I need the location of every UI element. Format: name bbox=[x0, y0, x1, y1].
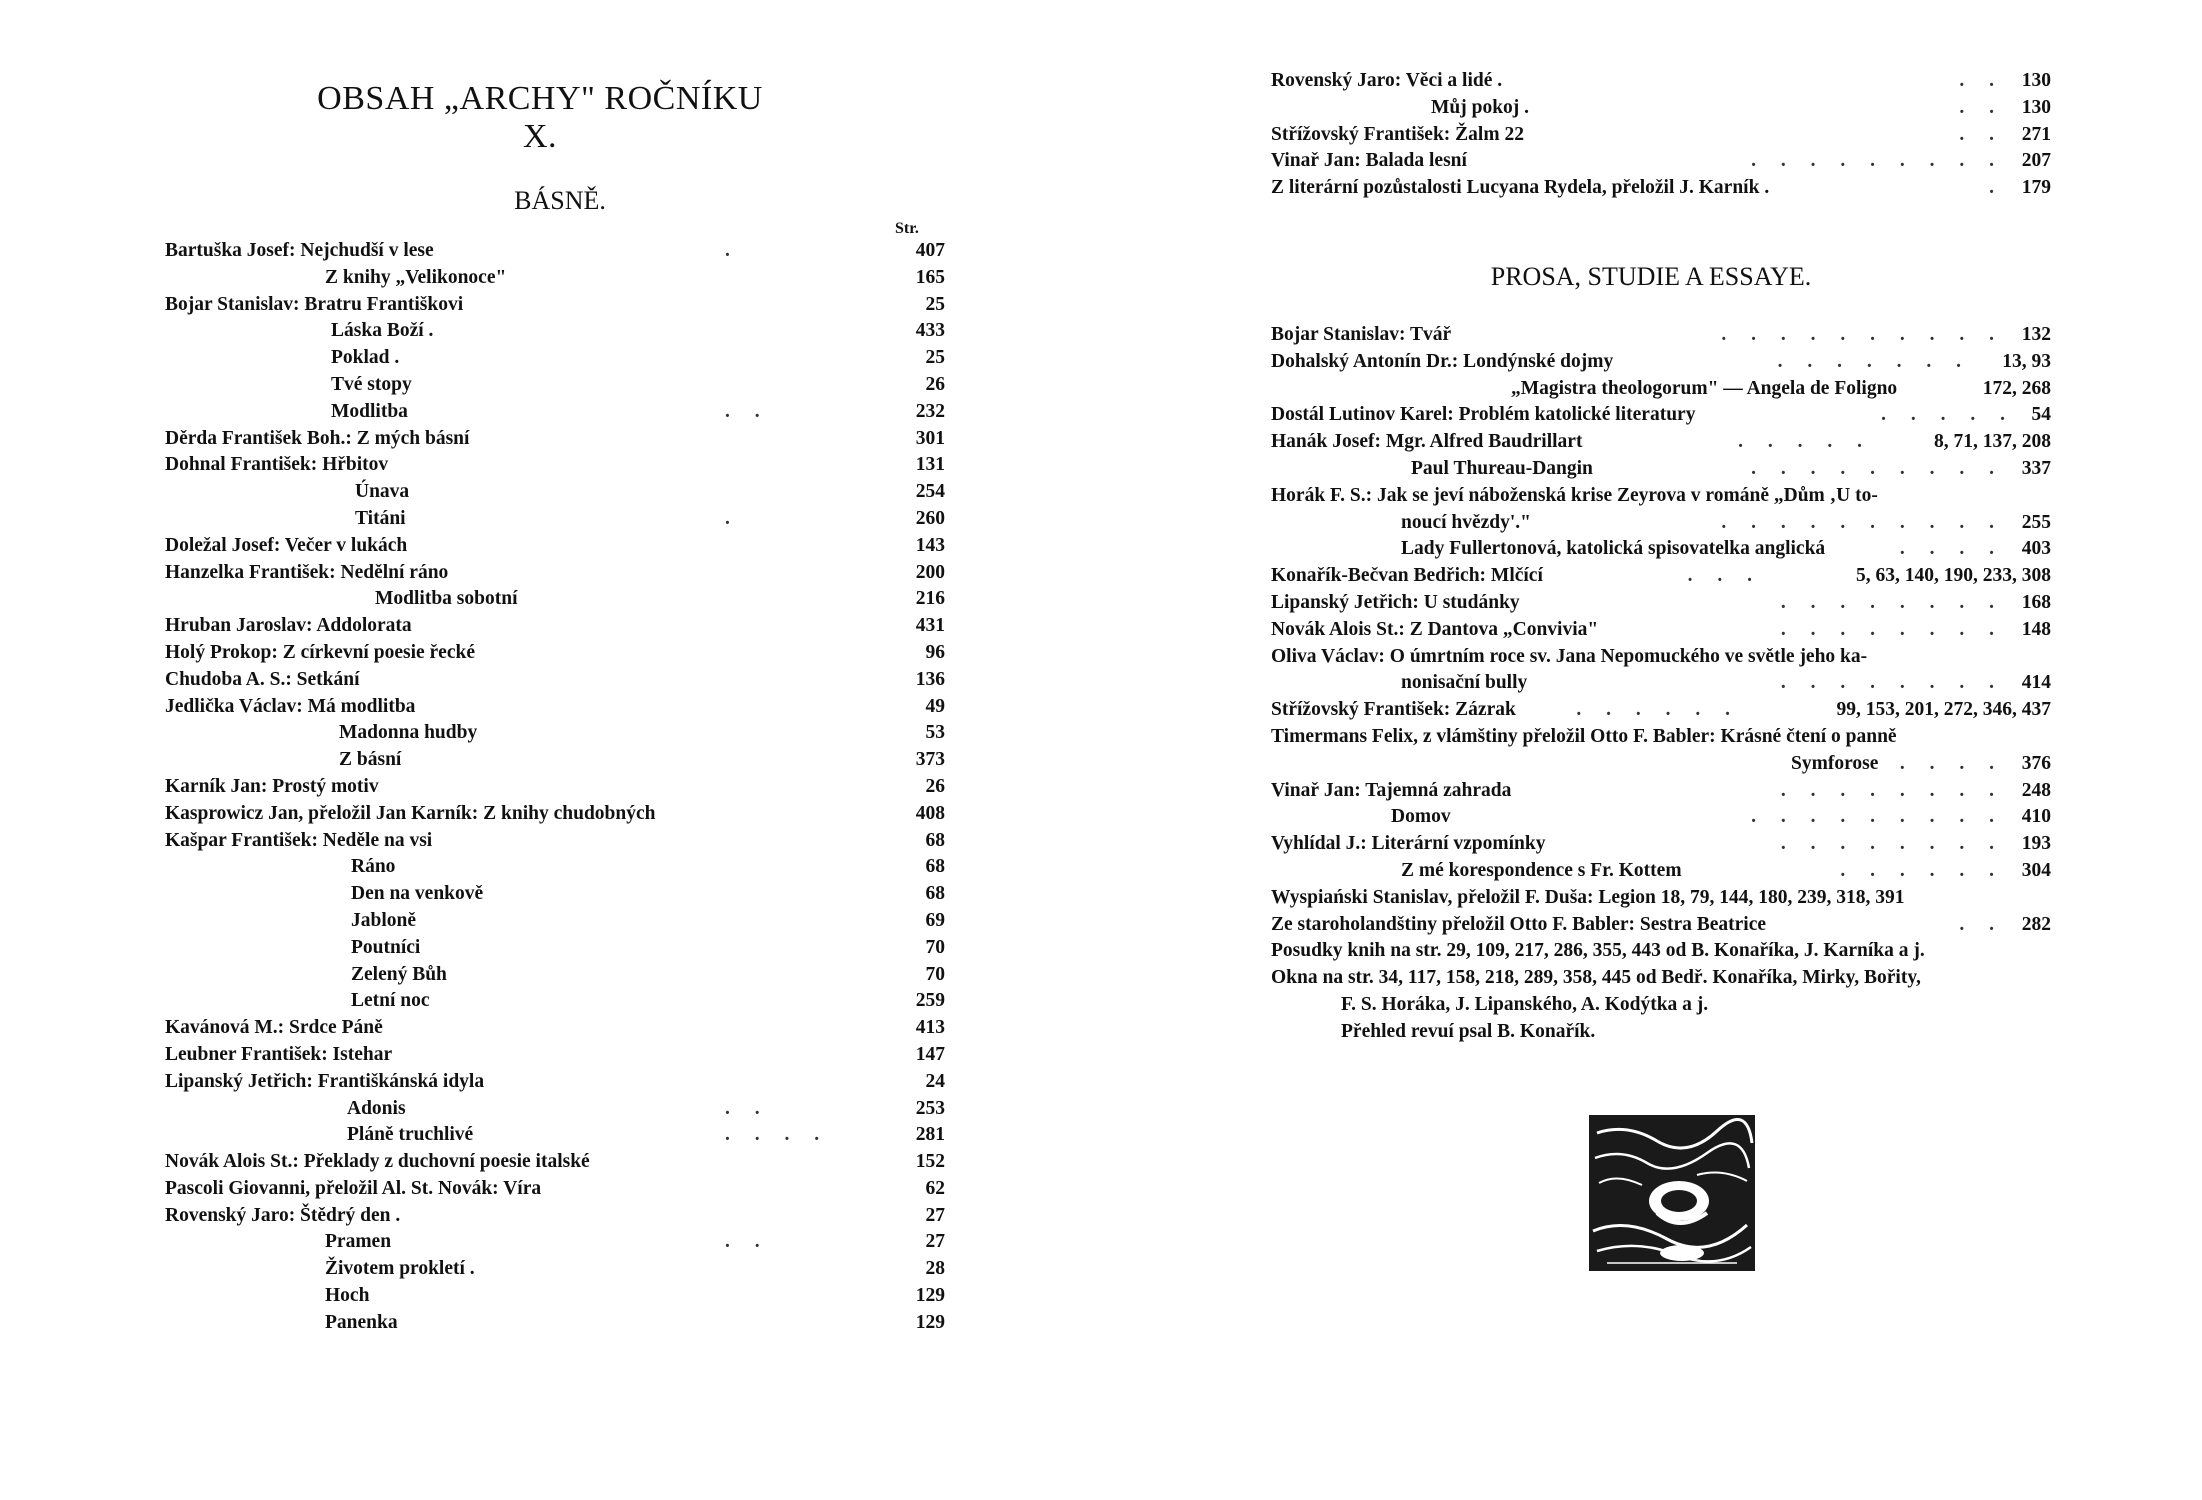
toc-entry-title: Domov bbox=[1391, 806, 1451, 828]
toc-entry-page: 27 bbox=[925, 1204, 945, 1226]
toc-entry-page: 172, 268 bbox=[1982, 377, 2051, 399]
toc-entry-title: Posudky knih na str. 29, 109, 217, 286, 355, 443 od B. Konaříka, J. Karníka a j. bbox=[1271, 940, 1925, 962]
toc-entry bbox=[1271, 885, 2051, 912]
toc-entry bbox=[1271, 536, 2051, 563]
toc-entry-title: Modlitba bbox=[331, 400, 408, 422]
toc-entry-title: Pramen bbox=[325, 1231, 392, 1253]
toc-entry bbox=[1271, 912, 2051, 939]
toc-entry-title: Vinař Jan: Balada lesní bbox=[1271, 150, 1467, 172]
toc-entry-page: 255 bbox=[2021, 511, 2051, 533]
toc-leader-dots: . . . . . bbox=[1738, 431, 1872, 453]
toc-entry-title: Tvé stopy bbox=[331, 373, 412, 395]
toc-entry-page: 53 bbox=[925, 722, 945, 744]
toc-entry-page: 281 bbox=[915, 1124, 945, 1146]
page-column-label: Str. bbox=[895, 220, 919, 237]
toc-entry-page: 70 bbox=[925, 963, 945, 985]
toc-leader-dots: . . . . . . bbox=[1840, 859, 2004, 881]
toc-entry bbox=[165, 1096, 945, 1123]
right-page bbox=[1101, 0, 2202, 1500]
toc-entry bbox=[165, 426, 945, 453]
toc-leader-dots: . bbox=[1989, 177, 2004, 199]
toc-entry-title: Bartuška Josef: Nejchudší v lese bbox=[165, 240, 434, 261]
toc-entry bbox=[1271, 376, 2051, 403]
toc-entry-title: Ráno bbox=[351, 856, 396, 878]
toc-entry-title: Bojar Stanislav: Bratru Františkovi bbox=[165, 293, 464, 315]
toc-leader-dots: . bbox=[725, 240, 740, 261]
toc-entry-page: 248 bbox=[2021, 779, 2051, 801]
toc-entry-title: Hruban Jaroslav: Addolorata bbox=[165, 615, 412, 637]
toc-entry bbox=[165, 1149, 945, 1176]
toc-leader-dots: . . . . . . . . . bbox=[1751, 150, 2004, 172]
toc-entry-title: Hoch bbox=[325, 1285, 370, 1307]
toc-entry bbox=[165, 908, 945, 935]
toc-entry bbox=[165, 640, 945, 667]
toc-entry-title: Jabloně bbox=[351, 909, 417, 931]
toc-entry bbox=[165, 1203, 945, 1230]
toc-entry-title: Paul Thureau-Dangin bbox=[1411, 457, 1593, 479]
toc-entry bbox=[165, 828, 945, 855]
toc-entry-page: 301 bbox=[915, 427, 945, 449]
toc-entry-page: 410 bbox=[2021, 806, 2051, 828]
toc-entry bbox=[1271, 778, 2051, 805]
toc-entry bbox=[165, 1229, 945, 1256]
toc-entry-title: Dohalský Antonín Dr.: Londýnské dojmy bbox=[1271, 350, 1614, 372]
toc-entry-title: Lady Fullertonová, katolická spisovatelka anglická bbox=[1401, 538, 1826, 560]
toc-entry-title: Rovenský Jaro: Štědrý den . bbox=[165, 1204, 401, 1226]
toc-entry bbox=[1271, 965, 2051, 992]
toc-entry-page: 216 bbox=[915, 588, 945, 610]
toc-entry-page: 200 bbox=[915, 561, 945, 583]
toc-entry bbox=[165, 667, 945, 694]
toc-entry bbox=[165, 560, 945, 587]
toc-entry-page: 132 bbox=[2021, 324, 2051, 345]
section-title-prosa: PROSA, STUDIE A ESSAYE. bbox=[1490, 262, 1812, 291]
toc-entry-page: 129 bbox=[915, 1285, 945, 1307]
toc-entry-title: Modlitba sobotní bbox=[375, 588, 518, 610]
poems-list bbox=[165, 238, 945, 1337]
toc-entry bbox=[165, 962, 945, 989]
toc-entry-page: 260 bbox=[915, 507, 945, 529]
toc-entry-title: Životem prokletí . bbox=[325, 1258, 475, 1280]
toc-entry-title: Dohnal František: Hřbitov bbox=[165, 454, 389, 476]
toc-leader-dots: . . . . . . . . . bbox=[1751, 457, 2004, 479]
toc-entry-title: Přehled revuí psal B. Konařík. bbox=[1341, 1020, 1596, 1042]
toc-entry-page: 5, 63, 140, 190, 233, 308 bbox=[1856, 565, 2051, 587]
toc-entry bbox=[165, 1256, 945, 1283]
toc-entry-page: 27 bbox=[925, 1231, 945, 1253]
toc-entry bbox=[1271, 858, 2051, 885]
toc-entry-title: Madonna hudby bbox=[339, 722, 478, 744]
toc-entry-title: Z básní bbox=[339, 749, 402, 771]
toc-leader-dots: . . . . bbox=[725, 1124, 830, 1146]
toc-entry-title: Únava bbox=[355, 481, 410, 503]
toc-entry-page: 147 bbox=[915, 1043, 945, 1065]
toc-entry-title: Bojar Stanislav: Tvář bbox=[1271, 324, 1452, 345]
toc-entry-page: 408 bbox=[915, 802, 945, 824]
toc-entry-page: 254 bbox=[915, 481, 945, 503]
toc-entry bbox=[165, 774, 945, 801]
toc-entry bbox=[1271, 617, 2051, 644]
toc-entry bbox=[1271, 349, 2051, 376]
toc-leader-dots: . . . . . . . . bbox=[1780, 591, 2004, 613]
toc-entry bbox=[1271, 68, 2051, 95]
toc-entry-title: Adonis bbox=[347, 1097, 406, 1119]
toc-entry-title: Z knihy „Velikonoce" bbox=[325, 266, 507, 288]
toc-entry-page: 193 bbox=[2021, 833, 2051, 855]
toc-leader-dots: . . . . . . . . bbox=[1780, 672, 2004, 694]
toc-entry bbox=[165, 238, 945, 265]
toc-entry-page: 168 bbox=[2021, 591, 2051, 613]
toc-entry-title: Hanák Josef: Mgr. Alfred Baudrillart bbox=[1271, 431, 1583, 453]
toc-entry-title: Lipanský Jetřich: Františkánská idyla bbox=[165, 1070, 485, 1092]
toc-entry-title: Z literární pozůstalosti Lucyana Rydela, přeložil J. Karník . bbox=[1271, 177, 1770, 199]
toc-entry-title: Den na venkově bbox=[351, 883, 484, 905]
toc-leader-dots: . . . bbox=[1687, 565, 1762, 587]
toc-leader-dots: . . . . . . . bbox=[1777, 350, 1971, 372]
toc-leader-dots: . . bbox=[1959, 70, 2004, 91]
toc-entry-title: Symforose bbox=[1791, 752, 1879, 774]
toc-entry-title: F. S. Horáka, J. Lipanského, A. Kodýtka a j. bbox=[1341, 993, 1709, 1015]
toc-entry bbox=[1271, 938, 2051, 965]
toc-leader-dots: . . . . . . . . . . bbox=[1721, 324, 2004, 345]
toc-entry bbox=[1271, 402, 2051, 429]
toc-entry-title: Lipanský Jetřich: U studánky bbox=[1271, 591, 1520, 613]
toc-entry bbox=[165, 1015, 945, 1042]
prose-list bbox=[1271, 322, 2051, 1046]
toc-entry-page: 129 bbox=[915, 1311, 945, 1333]
toc-entry bbox=[165, 1042, 945, 1069]
toc-entry-page: 232 bbox=[915, 400, 945, 422]
toc-entry bbox=[165, 881, 945, 908]
toc-entry-title: Poklad . bbox=[331, 347, 400, 369]
toc-entry bbox=[1271, 590, 2051, 617]
toc-entry bbox=[165, 1069, 945, 1096]
toc-entry-page: 25 bbox=[925, 293, 945, 315]
toc-entry-title: Láska Boží . bbox=[331, 320, 434, 342]
toc-entry-title: Vyhlídal J.: Literární vzpomínky bbox=[1271, 833, 1546, 855]
toc-entry-title: Letní noc bbox=[351, 990, 430, 1012]
toc-entry-page: 70 bbox=[925, 936, 945, 958]
toc-entry bbox=[165, 720, 945, 747]
toc-entry-title: Hanzelka František: Nedělní ráno bbox=[165, 561, 449, 583]
toc-entry-page: 253 bbox=[915, 1097, 945, 1119]
toc-entry bbox=[165, 935, 945, 962]
toc-entry-title: Wyspiański Stanislav, přeložil F. Duša: Legion 18, 79, 144, 180, 239, 318, 391 bbox=[1271, 886, 1905, 908]
toc-entry bbox=[165, 586, 945, 613]
toc-entry bbox=[165, 1283, 945, 1310]
toc-entry-title: Z mé korespondence s Fr. Kottem bbox=[1401, 859, 1682, 881]
toc-entry bbox=[165, 988, 945, 1015]
toc-entry-title: Kasprowicz Jan, přeložil Jan Karník: Z knihy chudobných bbox=[165, 802, 656, 824]
toc-entry-title: Oliva Václav: O úmrtním roce sv. Jana Nepomuckého ve světle jeho ka- bbox=[1271, 645, 1868, 667]
poems-list-continued bbox=[1271, 68, 2051, 202]
toc-entry-page: 304 bbox=[2021, 859, 2051, 881]
toc-entry-title: Kavánová M.: Srdce Páně bbox=[165, 1017, 383, 1039]
toc-entry-page: 130 bbox=[2021, 70, 2051, 91]
toc-entry-page: 179 bbox=[2021, 177, 2051, 199]
toc-entry-title: Dostál Lutinov Karel: Problém katolické literatury bbox=[1271, 404, 1696, 426]
toc-entry-title: noucí hvězdy'." bbox=[1401, 511, 1532, 533]
toc-entry-title: Střížovský František: Žalm 22 bbox=[1271, 123, 1524, 145]
toc-entry bbox=[1271, 483, 2051, 510]
toc-entry bbox=[1271, 122, 2051, 149]
toc-entry-page: 131 bbox=[915, 454, 945, 476]
toc-leader-dots: . . bbox=[725, 400, 770, 422]
toc-entry bbox=[165, 801, 945, 828]
toc-entry-title: Střížovský František: Zázrak bbox=[1271, 699, 1516, 721]
toc-entry-title: Karník Jan: Prostý motiv bbox=[165, 775, 379, 797]
toc-entry-page: 96 bbox=[925, 641, 945, 663]
toc-entry-page: 414 bbox=[2021, 672, 2051, 694]
section-title-basne: BÁSNĚ. bbox=[514, 186, 606, 215]
toc-entry-page: 24 bbox=[925, 1070, 945, 1092]
toc-entry bbox=[1271, 670, 2051, 697]
toc-leader-dots: . . bbox=[725, 1097, 770, 1119]
toc-entry-title: Pláně truchlivé bbox=[347, 1124, 474, 1146]
toc-entry-page: 433 bbox=[915, 320, 945, 342]
toc-entry-title: Ze staroholandštiny přeložil Otto F. Babler: Sestra Beatrice bbox=[1271, 913, 1767, 935]
toc-entry-title: Konařík-Bečvan Bedřich: Mlčící bbox=[1271, 565, 1543, 587]
toc-entry-page: 373 bbox=[915, 749, 945, 771]
toc-entry bbox=[1271, 644, 2051, 671]
toc-entry-page: 26 bbox=[925, 775, 945, 797]
toc-entry-title: Holý Prokop: Z církevní poesie řecké bbox=[165, 641, 475, 663]
toc-entry bbox=[165, 345, 945, 372]
toc-leader-dots: . . . . . . . . . . bbox=[1721, 511, 2004, 533]
toc-entry-page: 165 bbox=[915, 266, 945, 288]
toc-entry bbox=[1271, 148, 2051, 175]
toc-entry bbox=[1271, 697, 2051, 724]
toc-entry-title: nonisační bully bbox=[1401, 672, 1528, 694]
toc-entry-title: Kašpar František: Neděle na vsi bbox=[165, 829, 433, 851]
toc-entry-page: 207 bbox=[2021, 150, 2051, 172]
toc-entry bbox=[165, 399, 945, 426]
toc-entry bbox=[165, 1122, 945, 1149]
toc-entry bbox=[1271, 804, 2051, 831]
toc-entry-page: 143 bbox=[915, 534, 945, 556]
toc-entry-title: Zelený Bůh bbox=[351, 963, 447, 985]
toc-entry bbox=[1271, 831, 2051, 858]
toc-leader-dots: . . bbox=[1959, 123, 2004, 145]
toc-entry-page: 130 bbox=[2021, 96, 2051, 118]
woodcut-illustration-icon bbox=[1587, 1113, 1757, 1273]
toc-entry-title: Okna na str. 34, 117, 158, 218, 289, 358, 445 od Bedř. Konaříka, Mirky, Bořity, bbox=[1271, 967, 1921, 989]
toc-entry-page: 68 bbox=[925, 856, 945, 878]
toc-entry bbox=[1271, 456, 2051, 483]
toc-entry-page: 282 bbox=[2021, 913, 2051, 935]
toc-entry bbox=[165, 452, 945, 479]
toc-entry bbox=[165, 1310, 945, 1337]
toc-leader-dots: . . bbox=[1959, 96, 2004, 118]
toc-entry-page: 259 bbox=[915, 990, 945, 1012]
toc-entry bbox=[165, 506, 945, 533]
toc-entry bbox=[165, 479, 945, 506]
toc-entry-title: Poutníci bbox=[351, 936, 421, 958]
toc-leader-dots: . . . . bbox=[1899, 538, 2004, 560]
toc-entry bbox=[165, 372, 945, 399]
toc-entry-page: 337 bbox=[2021, 457, 2051, 479]
toc-entry bbox=[165, 1176, 945, 1203]
toc-entry-title: Můj pokoj . bbox=[1431, 96, 1530, 118]
toc-entry-title: „Magistra theologorum" — Angela de Foligno bbox=[1511, 377, 1898, 399]
toc-entry bbox=[1271, 510, 2051, 537]
toc-entry bbox=[1271, 751, 2051, 778]
toc-entry-page: 28 bbox=[925, 1258, 945, 1280]
page-title: OBSAH „ARCHY" ROČNÍKU X. bbox=[317, 80, 763, 155]
toc-entry-page: 152 bbox=[915, 1151, 945, 1173]
toc-entry-page: 8, 71, 137, 208 bbox=[1934, 431, 2051, 453]
toc-entry bbox=[1271, 563, 2051, 590]
toc-entry-title: Panenka bbox=[325, 1311, 398, 1333]
toc-entry-title: Horák F. S.: Jak se jeví náboženská krise Zeyrova v románě „Dům ‚U to- bbox=[1271, 484, 1878, 506]
toc-entry-page: 413 bbox=[915, 1017, 945, 1039]
toc-entry bbox=[165, 533, 945, 560]
toc-entry bbox=[1271, 95, 2051, 122]
toc-entry bbox=[1271, 724, 2051, 751]
toc-entry-title: Leubner František: Istehar bbox=[165, 1043, 393, 1065]
toc-entry-page: 54 bbox=[2031, 404, 2051, 426]
toc-entry-title: Titáni bbox=[355, 507, 406, 529]
toc-entry-title: Pascoli Giovanni, přeložil Al. St. Novák: Víra bbox=[165, 1177, 542, 1199]
toc-entry-page: 136 bbox=[915, 668, 945, 690]
toc-entry-page: 26 bbox=[925, 373, 945, 395]
toc-entry bbox=[165, 694, 945, 721]
toc-entry-title: Timermans Felix, z vlámštiny přeložil Otto F. Babler: Krásné čtení o panně bbox=[1271, 725, 1897, 747]
toc-entry bbox=[1271, 429, 2051, 456]
toc-entry-page: 62 bbox=[925, 1177, 945, 1199]
toc-leader-dots: . . . . . bbox=[1881, 404, 2015, 426]
toc-entry bbox=[1271, 1019, 2051, 1046]
toc-leader-dots: . . bbox=[725, 1231, 770, 1253]
toc-entry bbox=[165, 854, 945, 881]
toc-entry bbox=[165, 292, 945, 319]
toc-entry-page: 68 bbox=[925, 883, 945, 905]
toc-entry-page: 431 bbox=[915, 615, 945, 637]
toc-entry-page: 403 bbox=[2021, 538, 2051, 560]
toc-entry bbox=[1271, 992, 2051, 1019]
toc-entry-page: 49 bbox=[925, 695, 945, 717]
toc-entry-title: Jedlička Václav: Má modlitba bbox=[165, 695, 416, 717]
toc-entry-page: 69 bbox=[925, 909, 945, 931]
toc-entry-page: 407 bbox=[915, 240, 945, 261]
toc-leader-dots: . . . . . . . . bbox=[1780, 618, 2004, 640]
toc-leader-dots: . . . . . . bbox=[1576, 699, 1740, 721]
toc-entry-page: 271 bbox=[2021, 123, 2051, 145]
toc-entry bbox=[165, 265, 945, 292]
toc-entry-title: Chudoba A. S.: Setkání bbox=[165, 668, 360, 690]
toc-leader-dots: . . . . . . . . . bbox=[1751, 806, 2004, 828]
toc-entry-page: 25 bbox=[925, 347, 945, 369]
toc-entry-title: Novák Alois St.: Překlady z duchovní poesie italské bbox=[165, 1151, 590, 1173]
toc-leader-dots: . bbox=[725, 507, 740, 529]
toc-leader-dots: . . . . bbox=[1899, 752, 2004, 774]
toc-entry-page: 13, 93 bbox=[2002, 350, 2051, 372]
toc-entry-title: Novák Alois St.: Z Dantova „Convivia" bbox=[1271, 618, 1599, 640]
toc-entry-page: 148 bbox=[2021, 618, 2051, 640]
toc-entry-title: Děrda František Boh.: Z mých básní bbox=[165, 427, 470, 449]
toc-entry-title: Rovenský Jaro: Věci a lidé . bbox=[1271, 70, 1503, 91]
toc-entry-page: 99, 153, 201, 272, 346, 437 bbox=[1836, 699, 2051, 721]
toc-entry bbox=[165, 747, 945, 774]
toc-entry-page: 376 bbox=[2021, 752, 2051, 774]
toc-leader-dots: . . . . . . . . bbox=[1780, 833, 2004, 855]
toc-entry bbox=[165, 318, 945, 345]
toc-entry-title: Vinař Jan: Tajemná zahrada bbox=[1271, 779, 1512, 801]
toc-entry-title: Doležal Josef: Večer v lukách bbox=[165, 534, 408, 556]
toc-leader-dots: . . . . . . . . bbox=[1780, 779, 2004, 801]
toc-leader-dots: . . bbox=[1959, 913, 2004, 935]
toc-entry bbox=[165, 613, 945, 640]
toc-entry bbox=[1271, 322, 2051, 349]
toc-entry-page: 68 bbox=[925, 829, 945, 851]
toc-entry bbox=[1271, 175, 2051, 202]
